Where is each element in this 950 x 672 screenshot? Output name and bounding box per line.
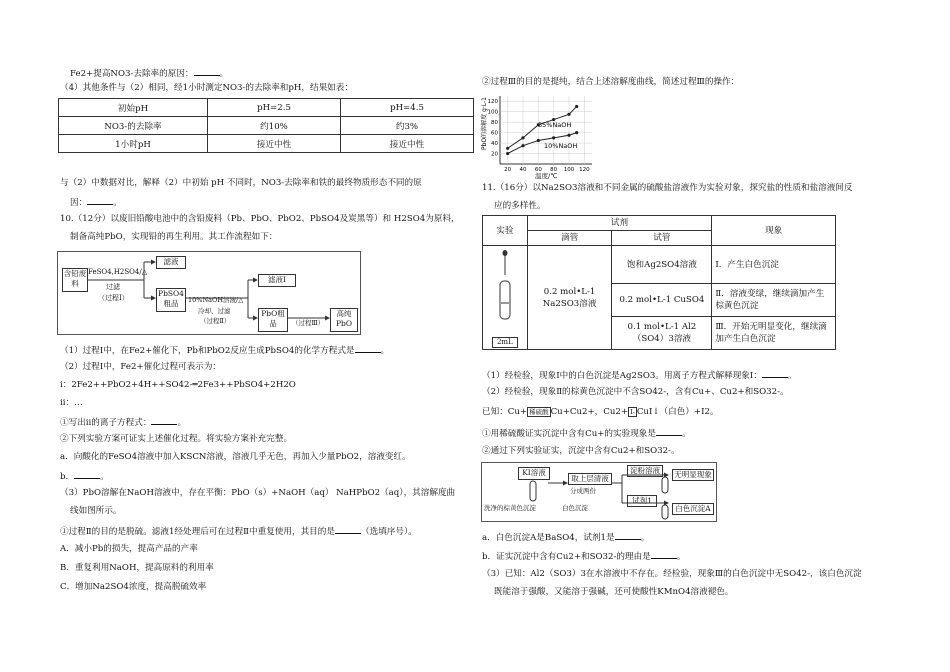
chart-point — [506, 147, 509, 150]
answer-blank[interactable] — [656, 426, 682, 436]
line-l16: 线如图所示。 — [70, 506, 122, 516]
apparatus-cell — [483, 246, 528, 350]
answer-blank[interactable] — [74, 469, 100, 479]
option-a: A．减小Pb的损失，提高产品的产率 — [60, 544, 198, 554]
line-r8: ②通过下列实验证实，沉淀中含有Cu2+和SO32-。 — [482, 446, 680, 456]
line-r3: 应的多样性。 — [494, 201, 546, 211]
chart-xtick-label: 60 — [534, 167, 542, 173]
line-l10: ⅱ：… — [60, 398, 83, 408]
table-row: 0.1 mol•L-1 Al2（SO4）3溶液 Ⅲ．开始无明显变化，继续滴加产生白色沉淀 — [483, 317, 836, 350]
answer-blank[interactable] — [151, 415, 177, 425]
chart-ytick-label: 40 — [491, 141, 498, 148]
test-tube-dropper-icon — [489, 247, 521, 333]
starch-box: 淀粉溶液 — [627, 465, 663, 477]
series-label-35: 35%NaOH — [538, 121, 572, 129]
answer-blank[interactable] — [355, 343, 381, 353]
raw-material-box: 含铅废料 — [62, 268, 88, 292]
chart-ytick-label: 100 — [487, 109, 498, 116]
line-r9: a．白色沉淀A是BaSO4，试剂1是 。 — [482, 530, 649, 544]
chart-point — [537, 139, 540, 142]
arrow-condition-2: I- — [630, 408, 635, 416]
line-l13: a．向酸化的FeSO4溶液中加入KSCN溶液，溶液几乎无色，再加入少量PbO2，溶液变红。 — [60, 452, 411, 462]
removal-rate-table — [58, 98, 474, 153]
flow2-arrows — [482, 463, 716, 521]
step2-condition: 10%NaOH溶液/△ — [188, 296, 244, 304]
process-flow-diagram — [57, 251, 361, 335]
table-row: 1小时pH 接近中性 接近中性 — [59, 135, 474, 153]
chart-ytick-label: 80 — [491, 120, 498, 127]
pbso4-crude-box: PbSO4粗品 — [156, 288, 186, 312]
split-label: 分成两份 — [570, 487, 596, 495]
line-r2: 11.（16分）以Na2SO3溶液和不同金属的硫酸盐溶液作为实验对象，探究盐的性质和盐溶液间反 — [482, 183, 853, 193]
filtrate1-box: 滤液Ⅰ — [258, 274, 296, 287]
option-c: C．增加Na2SO4浓度，提高脱硫效率 — [60, 582, 207, 592]
answer-blank[interactable] — [87, 195, 113, 205]
answer-blank[interactable] — [615, 530, 641, 540]
volume-label: 2mL — [492, 337, 518, 348]
line-l5: 10.（12分）以废旧铅酸电池中的含铅废料（Pb、PbO、PbO2、PbSO4及炭黑等）和 H2SO4为原料， — [60, 214, 460, 224]
chart-point — [506, 152, 509, 155]
chart-point — [575, 105, 578, 108]
table-row: NO3-的去除率 约10% 约3% — [59, 117, 474, 135]
line-l12: ②下列实验方案可证实上述催化过程。将实验方案补充完整。 — [60, 434, 293, 444]
line-r11: （3）已知：Al2（SO3）3在水溶液中不存在。经检验，现象Ⅲ的白色沉淀中无SO42-，该白色沉淀 — [482, 569, 862, 579]
answer-blank[interactable] — [762, 368, 788, 378]
line-l7: （1）过程Ⅰ中，在Fe2+催化下，Pb和PbO2反应生成PbSO4的化学方程式是 。 — [60, 343, 389, 357]
option-b: B．重复利用NaOH，提高原料的利用率 — [60, 563, 214, 573]
line-l3: 与（2）中数据对比，解释（2）中初始 pH 不同时，NO3-去除率和铁的最终物质形态不同的原 — [60, 178, 422, 188]
solubility-chart — [480, 90, 598, 180]
line-l6: 制备高纯PbO，实现铅的再生利用。其工作流程如下： — [70, 232, 278, 242]
line-l14: b． 。 — [60, 469, 109, 483]
table-row: 初始pH pH=2.5 pH=4.5 — [59, 99, 474, 117]
chart-point — [567, 134, 570, 137]
no-change-box: 无明显现象 — [672, 469, 714, 481]
step1-label: （过程Ⅰ） — [98, 294, 129, 302]
pbo-crude-box: PbO粗品 — [258, 308, 288, 332]
line-l4: 因： 。 — [70, 195, 122, 209]
chart-point — [521, 136, 524, 139]
table-row: 实验 试剂 现象 — [483, 216, 836, 231]
series-label-10: 10%NaOH — [544, 142, 578, 150]
table-row: 2mL 0.2 mol•L-1 Na2SO3溶液 饱和Ag2SO4溶液 Ⅰ．产生白色沉淀 — [483, 246, 836, 284]
chart-xtick-label: 20 — [504, 167, 512, 173]
step1-condition: FeSO4,H2SO4/△ — [88, 268, 148, 276]
reagent1-box: 试剂1 — [627, 495, 657, 507]
flow-arrows — [58, 252, 360, 334]
line-r12: 既能溶于强酸，又能溶于强碱，还可使酸性KMnO4溶液褪色。 — [494, 587, 734, 597]
arrow-condition-1: 稀硫酸 — [529, 408, 549, 416]
line-l11: ①写出ⅱ的离子方程式： 。 — [60, 415, 186, 429]
line-r4: （1）经检验，现象Ⅰ中的白色沉淀是Ag2SO3。用离子方程式解释现象Ⅰ： 。 — [482, 368, 796, 382]
supernatant-box: 取上层清液 — [568, 473, 612, 485]
chart-point — [552, 136, 555, 139]
line-r7: ①用稀硫酸证实沉淀中含有Cu+的实验现象是 。 — [482, 426, 691, 440]
washed-precipitate-label: 洗净的棕黄色沉淀 — [484, 504, 536, 512]
line-r6: 已知：Cu+ 稀硫酸 Cu+Cu2+，Cu2+ I- CuI↓（白色）+I2。 — [482, 407, 719, 417]
filtrate-box: 滤液 — [156, 256, 186, 269]
line-r5: （2）经检验，现象Ⅱ的棕黄色沉淀中不含SO42-，含有Cu+、Cu2+和SO32-。 — [482, 387, 789, 397]
answer-blank[interactable] — [335, 524, 361, 534]
table-row: 0.2 mol•L-1 CuSO4 Ⅱ．溶液变绿，继续滴加产生棕黄色沉淀 — [483, 284, 836, 317]
chart-xtick-label: 40 — [519, 167, 527, 173]
chart-point — [521, 144, 524, 147]
answer-blank[interactable] — [651, 549, 677, 559]
table-row: 滴管 试管 — [483, 231, 836, 246]
ki-solution-box: KI溶液 — [518, 467, 550, 480]
step3-label: （过程Ⅲ） — [292, 319, 325, 327]
line-r10: b．证实沉淀中含有Cu2+和SO32-的理由是 。 — [482, 549, 685, 563]
chart-ylabel: PbO的溶解度 g·L-1 — [481, 97, 488, 150]
step1-filter: 过滤 — [106, 283, 120, 291]
chart-xtick-label: 120 — [579, 167, 590, 173]
chart-xtick-label: 80 — [550, 167, 558, 173]
line-l17: ①过程Ⅱ的目的是脱硫。滤液1经处理后可在过程Ⅱ中重复使用，其目的是 （选填序号）。 — [60, 524, 417, 538]
line-l8: （2）过程Ⅰ中，Fe2+催化过程可表示为： — [60, 362, 222, 372]
verification-flow-diagram — [481, 462, 717, 522]
step2-label: （过程Ⅱ） — [200, 317, 231, 325]
line-r1: ②过程Ⅲ的目的是提纯，结合上述溶解度曲线，简述过程Ⅲ的操作： — [482, 77, 740, 87]
answer-blank[interactable] — [194, 66, 220, 76]
chart-ytick-label: 20 — [491, 151, 498, 158]
white-precipitate-a-box: 白色沉淀A — [672, 503, 714, 515]
chart-ytick-label: 60 — [491, 130, 498, 137]
dropper-reagent: 0.2 mol•L-1 Na2SO3溶液 — [527, 246, 612, 350]
line-l2: （4）其他条件与（2）相同，经1小时测定NO3-的去除率和pH，结果如表： — [60, 83, 353, 93]
white-precipitate-label: 白色沉淀 — [562, 504, 588, 512]
line-l15: （3）PbO溶解在NaOH溶液中，存在平衡：PbO（s）+NaOH（aq） NaHPbO2（aq），其溶解度曲 — [60, 488, 456, 498]
line-l1: Fe2+提高NO3-去除率的原因： 。 — [70, 66, 228, 80]
chart-point — [575, 131, 578, 134]
product-box: 高纯PbO — [330, 308, 358, 332]
chart-xlabel: 温度/℃ — [535, 172, 558, 180]
experiment-table — [482, 215, 836, 350]
chart-ytick-label: 120 — [487, 99, 498, 106]
step2-filter: 冷却、过滤 — [198, 307, 231, 315]
line-l9: ⅰ：2Fe2++PbO2+4H++SO42-═2Fe3++PbSO4+2H2O — [60, 380, 296, 390]
chart-xtick-label: 100 — [563, 167, 575, 173]
chart-point — [567, 113, 570, 116]
